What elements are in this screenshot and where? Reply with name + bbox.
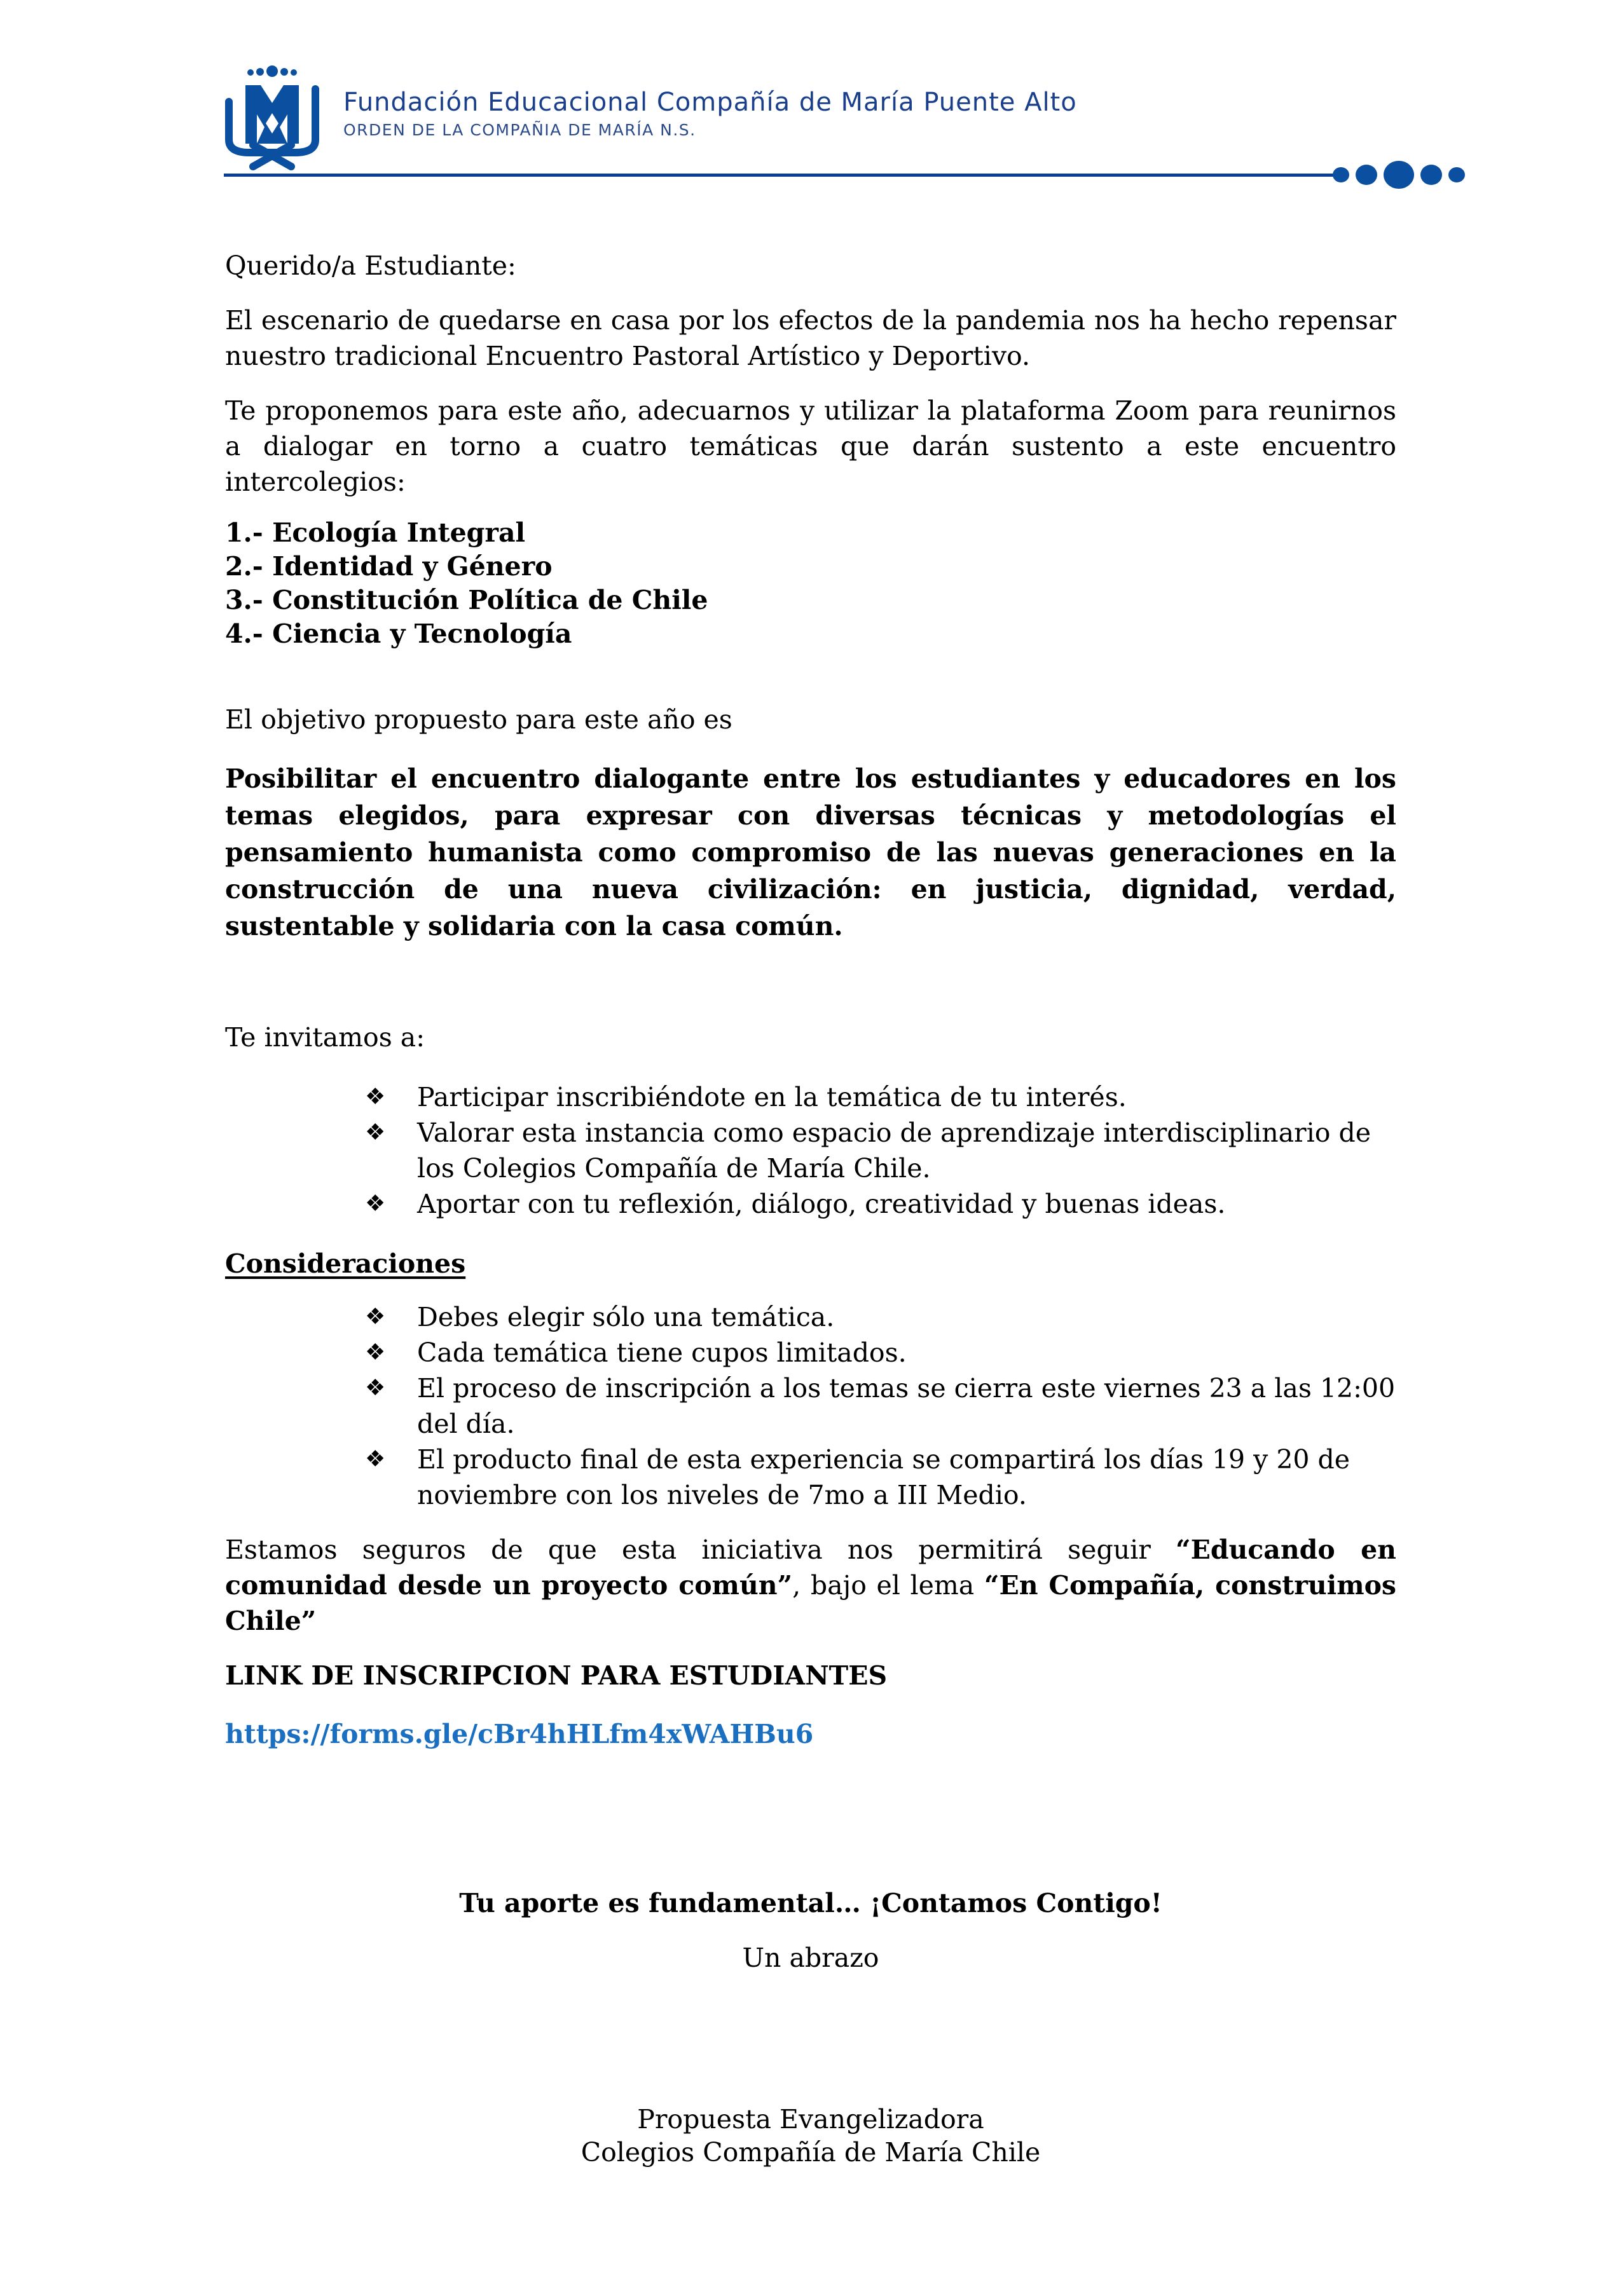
diamond-bullet-icon: ❖ [365, 1446, 386, 1472]
invite-list [225, 1079, 1396, 1222]
consideration-item: ❖ El proceso de inscripción a los temas se cierra este viernes 23 a las 12:00 del día. [225, 1370, 1396, 1442]
diamond-bullet-icon: ❖ [365, 1119, 386, 1145]
greeting: Querido/a Estudiante: [225, 250, 516, 281]
consideration-item: ❖ El producto final de esta experiencia se compartirá los días 19 y 20 de noviembre con los niveles de 7mo a III Medio. [225, 1442, 1396, 1513]
farewell: Un abrazo [742, 1943, 879, 1973]
school-logo-icon [224, 64, 326, 172]
letterhead [224, 64, 1483, 191]
organization-name: Fundación Educacional Compañía de María Puente Alto [343, 88, 1077, 117]
consideration-item: ❖ Cada temática tiene cupos limitados. [225, 1335, 1396, 1370]
closing-paragraph: Estamos seguros de que esta iniciativa nos permitirá seguir “Educando en comunidad desde un proyecto común”, bajo el lema “En Compañía, construimos Chile” [225, 1534, 1397, 1636]
diamond-bullet-icon: ❖ [365, 1339, 386, 1365]
objective-statement: Posibilitar el encuentro dialogante entre los estudiantes y educadores en los temas elegidos, para expresar con diversas técnicas y metodologías el pensamiento humanista como compromiso de las nuevas generaciones en la construcción de una nueva civilización: en justicia, dignidad, verdad, sustentable y solidaria con la casa común. [225, 763, 1396, 941]
link-title: LINK DE INSCRIPCION PARA ESTUDIANTES [225, 1660, 888, 1691]
registration-link-row [225, 1716, 1396, 1752]
invite-item: ❖ Participar inscribiéndote en la temática de tu interés. [225, 1079, 1396, 1115]
motto: Tu aporte es fundamental… ¡Contamos Contigo! [459, 1888, 1162, 1918]
topic-item: 3.- Constitución Política de Chile [225, 585, 708, 615]
proposal-paragraph: Te proponemos para este año, adecuarnos y utilizar la plataforma Zoom para reunirnos a dialogar en torno a cuatro temáticas que darán sustento a este encuentro intercolegios: [225, 395, 1396, 497]
topic-item: 2.- Identidad y Género [225, 551, 553, 582]
considerations-list [225, 1299, 1396, 1513]
consideration-item: ❖ Debes elegir sólo una temática. [225, 1299, 1396, 1335]
intro-paragraph: El escenario de quedarse en casa por los efectos de la pandemia nos ha hecho repensar nuestro tradicional Encuentro Pastoral Artístico y Deportivo. [225, 305, 1396, 371]
diamond-bullet-icon: ❖ [365, 1375, 386, 1401]
organization-subtitle: ORDEN DE LA COMPAÑIA DE MARÍA N.S. [343, 121, 696, 139]
letter-body [225, 248, 1396, 2169]
diamond-bullet-icon: ❖ [365, 1191, 386, 1217]
signature-line-2: Colegios Compañía de María Chile [581, 2137, 1041, 2168]
decorative-dots-icon [1333, 162, 1465, 188]
invite-item: ❖ Aportar con tu reflexión, diálogo, creatividad y buenas ideas. [225, 1186, 1396, 1222]
registration-link[interactable]: https://forms.gle/cBr4hHLfm4xWAHBu6 [225, 1719, 814, 1749]
objective-intro: El objetivo propuesto para este año es [225, 704, 732, 735]
diamond-bullet-icon: ❖ [365, 1084, 386, 1110]
invite-item: ❖ Valorar esta instancia como espacio de aprendizaje interdisciplinario de los Colegios Compañía de María Chile. [225, 1115, 1396, 1186]
topic-item: 1.- Ecología Integral [225, 517, 526, 548]
invite-intro: Te invitamos a: [225, 1022, 425, 1053]
considerations-heading: Consideraciones [225, 1248, 466, 1279]
signature-line-1: Propuesta Evangelizadora [637, 2104, 984, 2135]
diamond-bullet-icon: ❖ [365, 1304, 386, 1330]
topic-item: 4.- Ciencia y Tecnología [225, 618, 572, 649]
topics-list [225, 516, 1396, 651]
header-divider [224, 174, 1337, 177]
